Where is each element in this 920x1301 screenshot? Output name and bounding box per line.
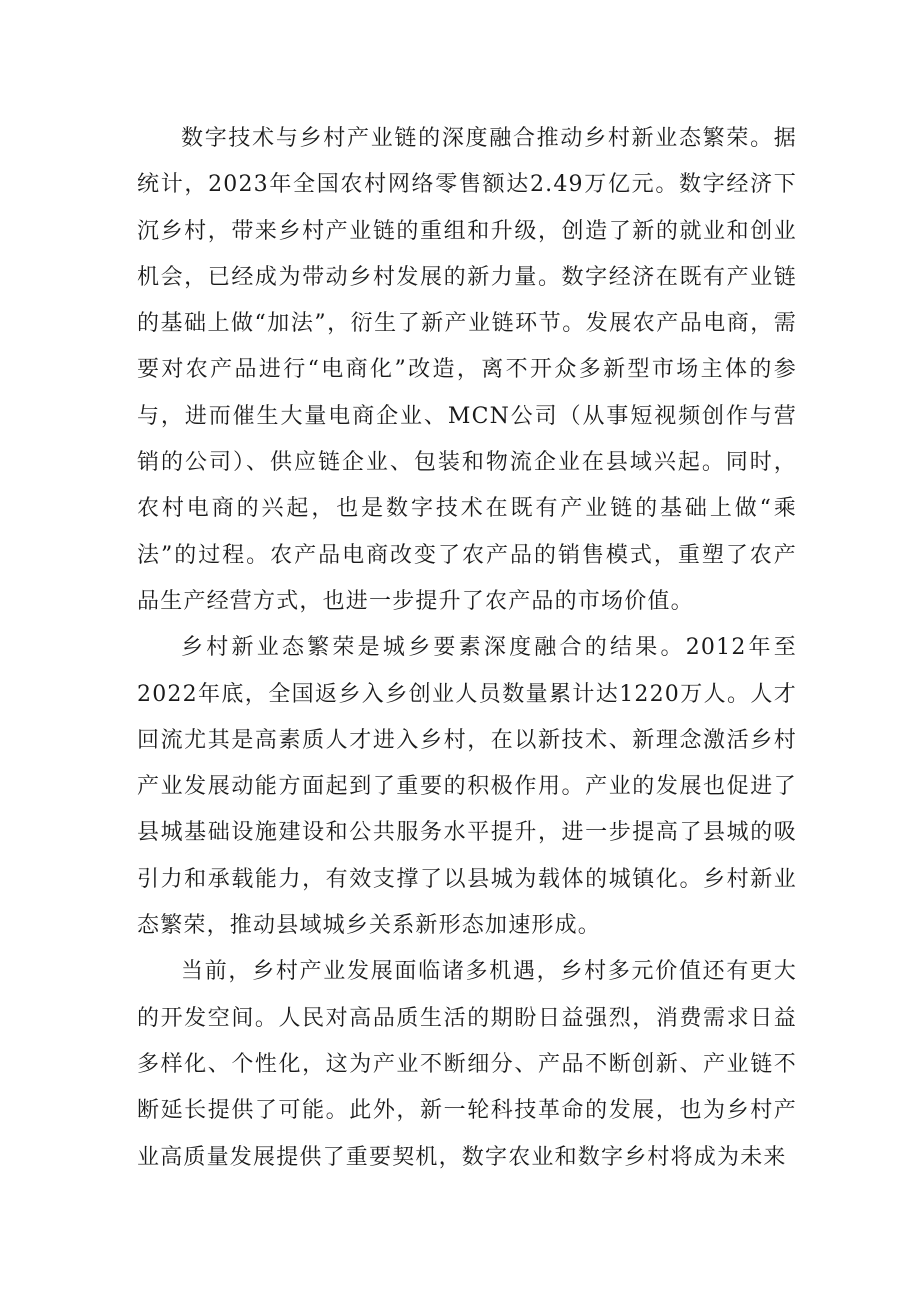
document-body: [137, 116, 797, 1181]
paragraph-3: 当前，乡村产业发展面临诸多机遇，乡村多元价值还有更大的开发空间。人民对高品质生活的期盼日益强烈，消费需求日益多样化、个性化，这为产业不断细分、产品不断创新、产业链不断延长提供了可能。此外，新一轮科技革命的发展，也为乡村产业高质量发展提供了重要契机，数字农业和数字乡村将成为未来: [137, 959, 797, 1170]
paragraph-2: 乡村新业态繁荣是城乡要素深度融合的结果。2012年至2022年底，全国返乡入乡创业人员数量累计达1220万人。人才回流尤其是高素质人才进入乡村，在以新技术、新理念激活乡村产业发展动能方面起到了重要的积极作用。产业的发展也促进了县城基础设施建设和公共服务水平提升，进一步提高了县城的吸引力和承载能力，有效支撑了以县城为载体的城镇化。乡村新业态繁荣，推动县域城乡关系新形态加速形成。: [137, 635, 797, 939]
paragraph-1: 数字技术与乡村产业链的深度融合推动乡村新业态繁荣。据统计，2023年全国农村网络零售额达2.49万亿元。数字经济下沉乡村，带来乡村产业链的重组和升级，创造了新的就业和创业机会，已经成为带动乡村发展的新力量。数字经济在既有产业链的基础上做“加法”，衍生了新产业链环节。发展农产品电商，需要对农产品进行“电商化”改造，离不开众多新型市场主体的参与，进而催生大量电商企业、MCN公司（从事短视频创作与营销的公司）、供应链企业、包装和物流企业在县域兴起。同时，农村电商的兴起，也是数字技术在既有产业链的基础上做“乘法”的过程。农产品电商改变了农产品的销售模式，重塑了农产品生产经营方式，也进一步提升了农产品的市场价值。: [137, 126, 797, 614]
